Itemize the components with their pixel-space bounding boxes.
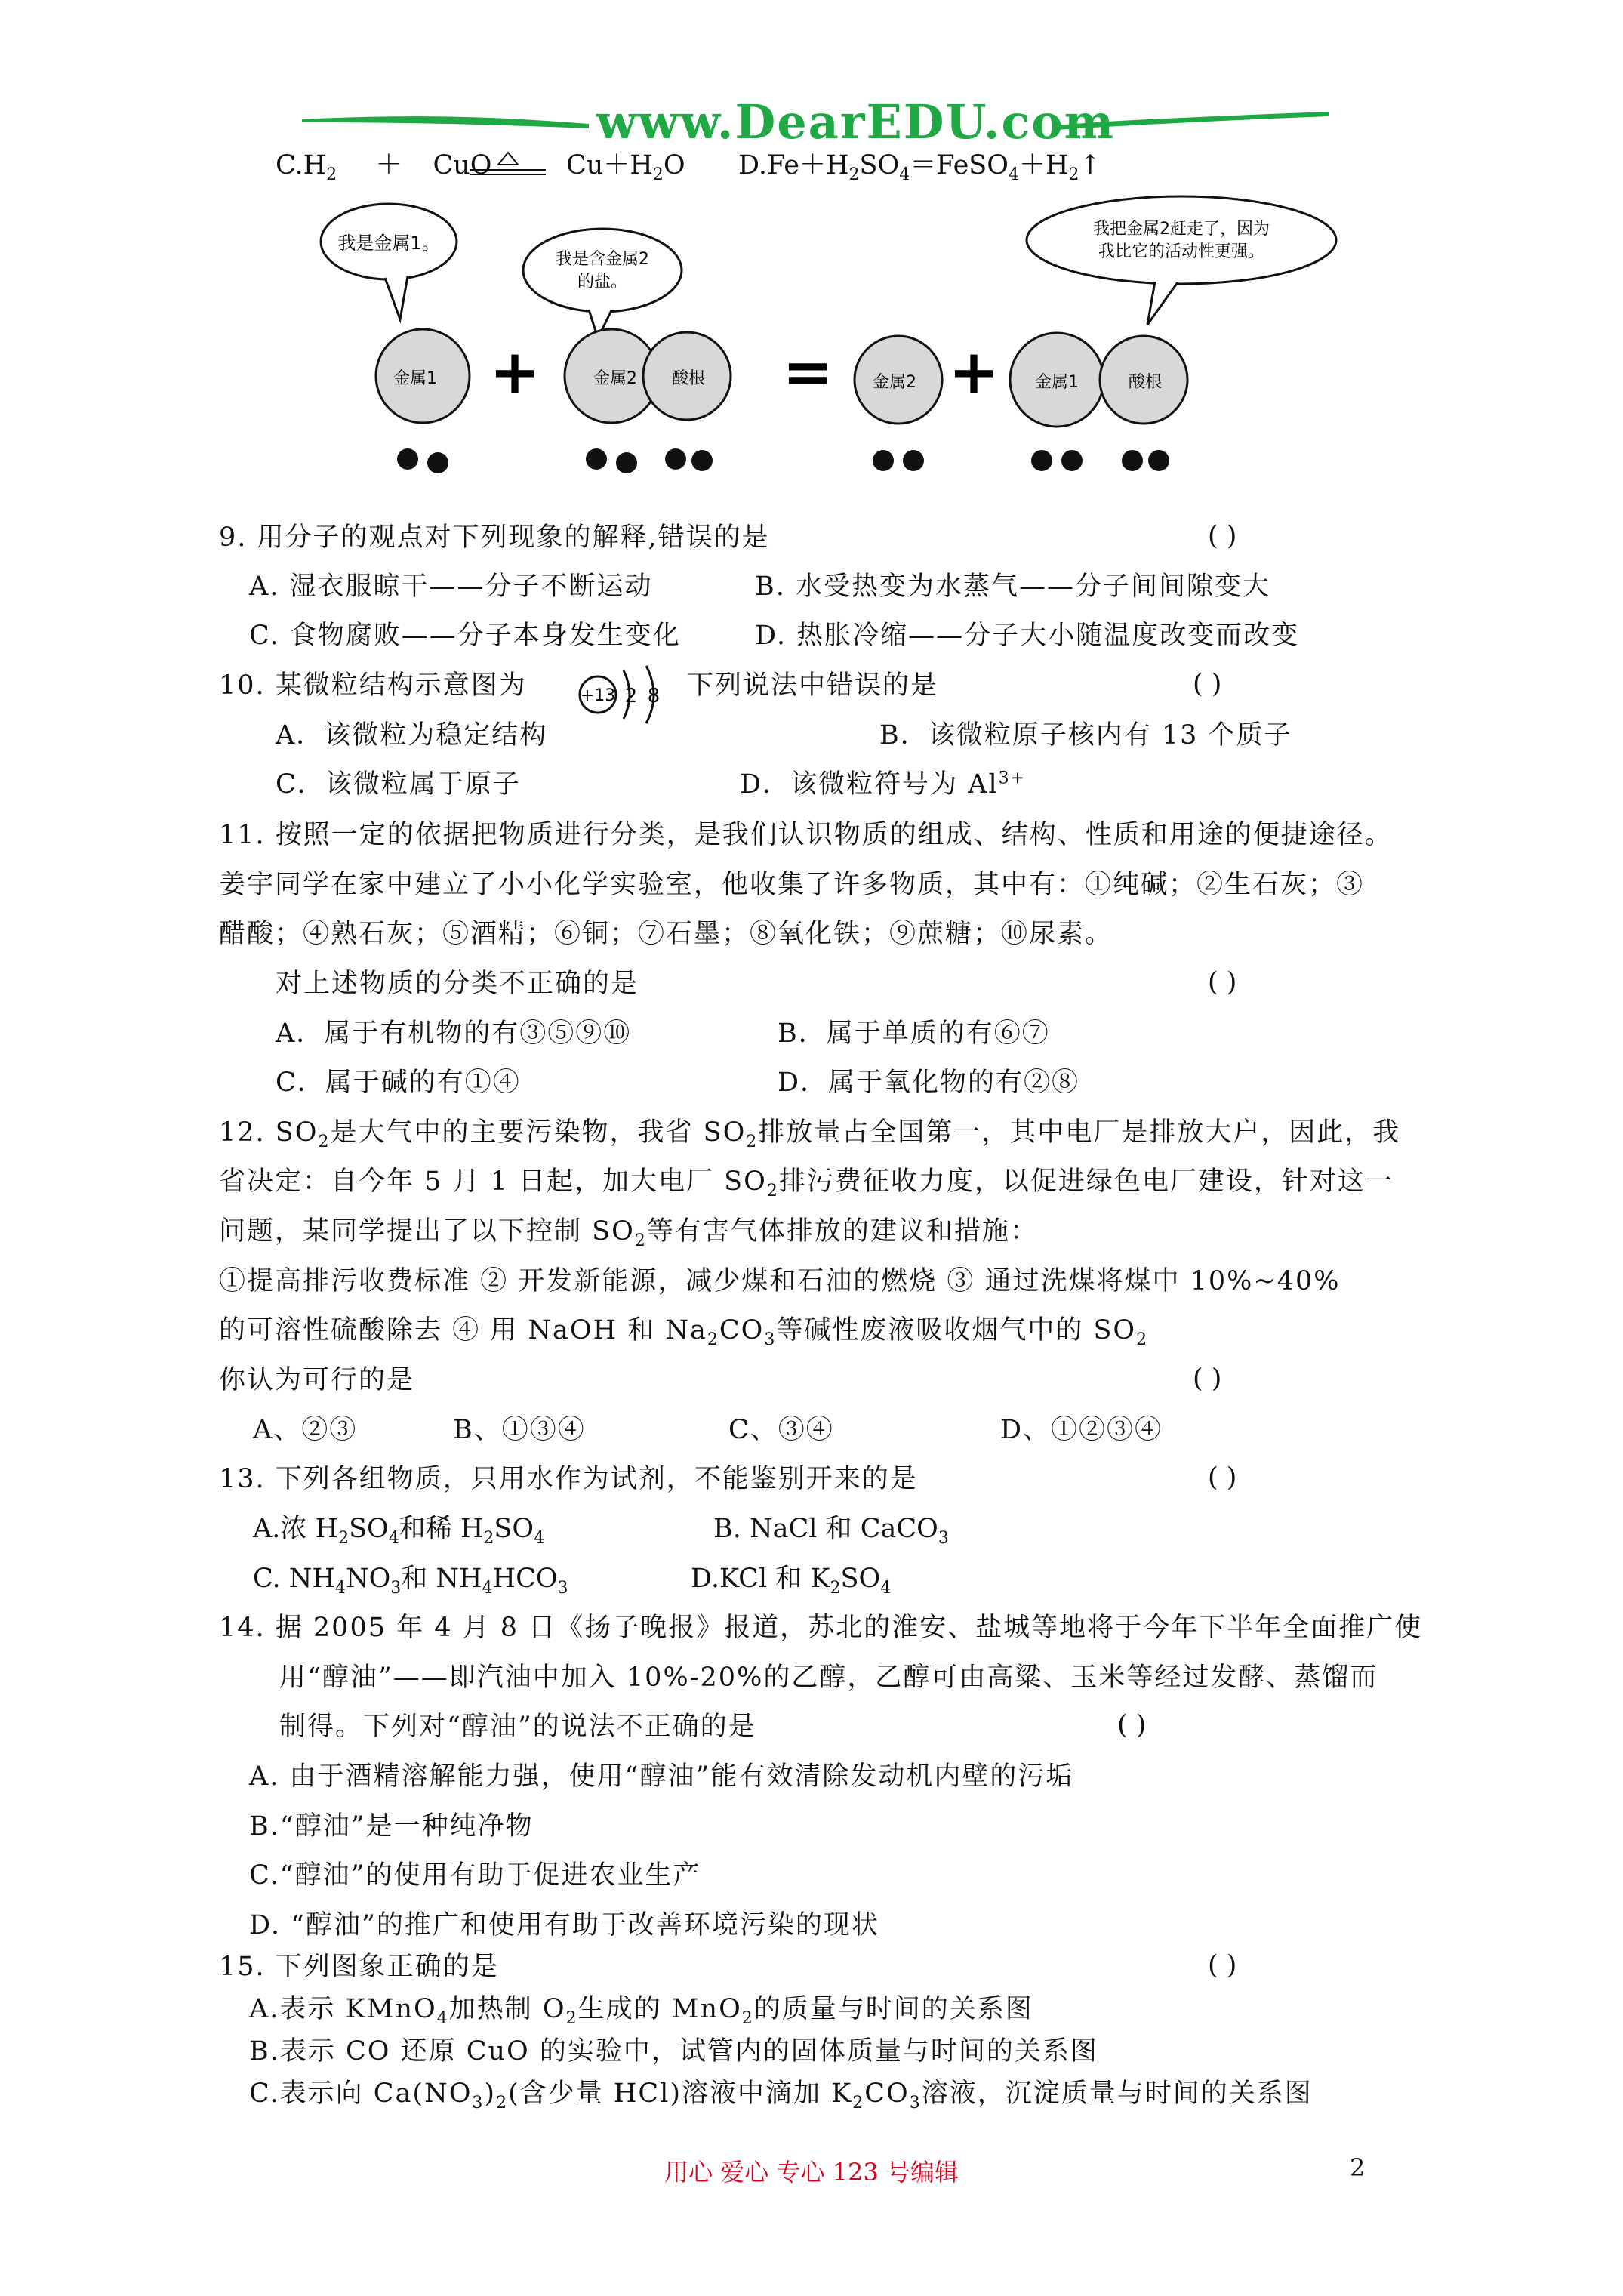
q13-answer-paren: ( ) xyxy=(1208,1462,1237,1493)
q8-option-d: $D.Fe+H_2SO_4=FeSO_4+H_2↑$ xyxy=(738,150,1101,184)
q14-answer-paren: ( ) xyxy=(1117,1710,1147,1740)
q9-option-d: D. 热胀冷缩——分子大小随温度改变而改变 xyxy=(755,621,1300,651)
q13-option-a: A.浓 $H_2SO_4$和稀 $H_2SO_4$ xyxy=(253,1514,545,1548)
q11-option-c: C．属于碱的有①④ xyxy=(276,1068,521,1098)
bubble-salt-line2: 的盐。 xyxy=(577,273,628,291)
q11-option-a: A．属于有机物的有③⑤⑨⑩ xyxy=(276,1019,632,1049)
ball-metal1-right-label: 金属1 xyxy=(1035,373,1079,392)
bubble-displace-line2: 我比它的活动性更强。 xyxy=(1098,242,1265,261)
q9-stem: 9. 用分子的观点对下列现象的解释,错误的是 xyxy=(219,522,770,553)
q12-line6: 你认为可行的是 xyxy=(219,1365,415,1395)
q13-stem: 13. 下列各组物质，只用水作为试剂，不能鉴别开来的是 xyxy=(219,1464,918,1494)
q12-line2: 省决定：自今年 5 月 1 日起，加大电厂 $SO_2$排污费征收力度，以促进绿色电厂建设，针对这一 xyxy=(219,1166,1394,1200)
ball-acid-label: 酸根 xyxy=(671,369,706,388)
footer-credit: 用心 爱心 专心 123 号编辑 xyxy=(664,2158,959,2187)
q8-option-c: $C.H_2$ ＋ CuO xyxy=(276,150,492,184)
q11-line3: 醋酸；④熟石灰；⑤酒精；⑥铜；⑦石墨；⑧氧化铁；⑨蔗糖；⑩尿素。 xyxy=(219,919,1113,949)
q12-line1: 12. $SO_2$是大气中的主要污染物，我省 $SO_2$排放量占全国第一，其中电厂是排放大户，因此，我 xyxy=(219,1117,1401,1151)
q12-option-b: B、①③④ xyxy=(453,1415,586,1445)
q12-option-d: D、①②③④ xyxy=(1000,1415,1163,1445)
q15-option-b: B.表示 CO 还原 CuO 的实验中，试管内的固体质量与时间的关系图 xyxy=(249,2036,1098,2066)
q9-answer-paren: ( ) xyxy=(1208,521,1237,551)
plus-sign-right: + xyxy=(948,337,999,407)
q10-option-b: B．该微粒原子核内有 13 个质子 xyxy=(879,720,1292,750)
q15-answer-paren: ( ) xyxy=(1208,1950,1237,1980)
q15-option-a: A.表示 KMnO$_4$加热制 $O_2$生成的 MnO$_2$的质量与时间的关系图 xyxy=(249,1994,1033,2028)
q10-option-c: C．该微粒属于原子 xyxy=(276,769,521,800)
shell1-electrons: 2 xyxy=(624,685,638,707)
q12-answer-paren: ( ) xyxy=(1193,1364,1222,1394)
q11-line4: 对上述物质的分类不正确的是 xyxy=(276,969,639,999)
q9-option-b: B. 水受热变为水蒸气——分子间间隙变大 xyxy=(755,572,1270,602)
site-logo-text: www.DearEDU.com xyxy=(596,94,1116,149)
q14-line2: 用“醇油”——即汽油中加入 10%-20%的乙醇，乙醇可由高粱、玉米等经过发酵、蒸馏而 xyxy=(279,1663,1378,1693)
q11-option-d: D．属于氧化物的有②⑧ xyxy=(778,1068,1080,1098)
q10-option-a: A．该微粒为稳定结构 xyxy=(276,720,548,750)
q10-stem-a: 10. 某微粒结构示意图为 xyxy=(219,670,527,701)
bubble-displace-line1: 我把金属2赶走了，因为 xyxy=(1093,220,1270,239)
bubble-metal1-text: 我是金属1。 xyxy=(337,233,440,254)
q10-stem-b: 下列说法中错误的是 xyxy=(687,670,939,701)
q13-option-c: C. $NH_4NO_3$和 $NH_4HCO_3$ xyxy=(253,1564,568,1598)
ball-metal2-right-label: 金属2 xyxy=(873,373,916,392)
heating-condition-icon xyxy=(467,149,550,184)
q12-line3: 问题，某同学提出了以下控制 $SO_2$等有害气体排放的建议和措施： xyxy=(219,1216,1038,1250)
q15-option-c: C.表示向 $Ca(NO_3)_2$(含少量 HCl)溶液中滴加 $K_2CO_3$溶液，沉淀质量与时间的关系图 xyxy=(249,2079,1313,2113)
shell2-electrons: 8 xyxy=(647,685,661,707)
q12-option-a: A、②③ xyxy=(253,1415,358,1445)
q12-line5: 的可溶性硫酸除去 ④ 用 NaOH 和 $Na_2CO_3$等碱性废液吸收烟气中的 $SO_2$ xyxy=(219,1315,1149,1349)
ball-metal2-label: 金属2 xyxy=(593,369,637,388)
q12-line4: ①提高排污收费标准 ② 开发新能源，减少煤和石油的燃烧 ③ 通过洗煤将煤中 10%~40% xyxy=(219,1266,1341,1296)
q8-option-c-products: $Cu+H_2O$ xyxy=(566,150,685,184)
q10-answer-paren: ( ) xyxy=(1193,669,1222,699)
q9-option-a: A. 湿衣服晾干——分子不断运动 xyxy=(249,572,653,602)
bubble-salt-line1: 我是含金属2 xyxy=(556,250,649,269)
nucleus-charge: +13 xyxy=(580,686,616,705)
q11-option-b: B．属于单质的有⑥⑦ xyxy=(778,1019,1050,1049)
ball-metal1-label: 金属1 xyxy=(393,369,437,388)
q14-line1: 14. 据 2005 年 4 月 8 日《扬子晚报》报道，苏北的淮安、盐城等地将于今年下半年全面推广使 xyxy=(219,1613,1423,1643)
page-number: 2 xyxy=(1350,2153,1366,2182)
q15-stem: 15. 下列图象正确的是 xyxy=(219,1952,499,1982)
q11-answer-paren: ( ) xyxy=(1208,967,1237,997)
q12-option-c: C、③④ xyxy=(728,1415,834,1445)
q10-option-d: D．该微粒符号为 $Al^{3+}$ xyxy=(740,769,1027,800)
q9-option-c: C. 食物腐败——分子本身发生变化 xyxy=(249,621,681,651)
q13-option-b: B. NaCl 和 CaCO$_3$ xyxy=(713,1514,949,1548)
q11-line1: 11. 按照一定的依据把物质进行分类，是我们认识物质的组成、结构、性质和用途的便捷途径。 xyxy=(219,820,1393,850)
q14-line3: 制得。下列对“醇油”的说法不正确的是 xyxy=(279,1712,756,1742)
ball-acid-right-label: 酸根 xyxy=(1128,373,1163,392)
q14-option-b: B.“醇油”是一种纯净物 xyxy=(249,1811,534,1841)
q11-line2: 姜宇同学在家中建立了小小化学实验室，他收集了许多物质，其中有：①纯碱；②生石灰；③ xyxy=(219,870,1365,900)
q13-option-d: D.KCl 和 $K_2SO_4$ xyxy=(691,1564,892,1598)
q14-option-d: D. “醇油”的推广和使用有助于改善环境污染的现状 xyxy=(249,1910,879,1940)
plus-sign-left: + xyxy=(489,337,540,407)
q14-option-a: A. 由于酒精溶解能力强，使用“醇油”能有效清除发动机内壁的污垢 xyxy=(249,1761,1074,1792)
atom-structure-diagram xyxy=(574,664,687,740)
equals-sign: = xyxy=(782,337,833,407)
q14-option-c: C.“醇油”的使用有助于促进农业生产 xyxy=(249,1860,701,1891)
metal-displacement-cartoon xyxy=(317,195,1404,497)
